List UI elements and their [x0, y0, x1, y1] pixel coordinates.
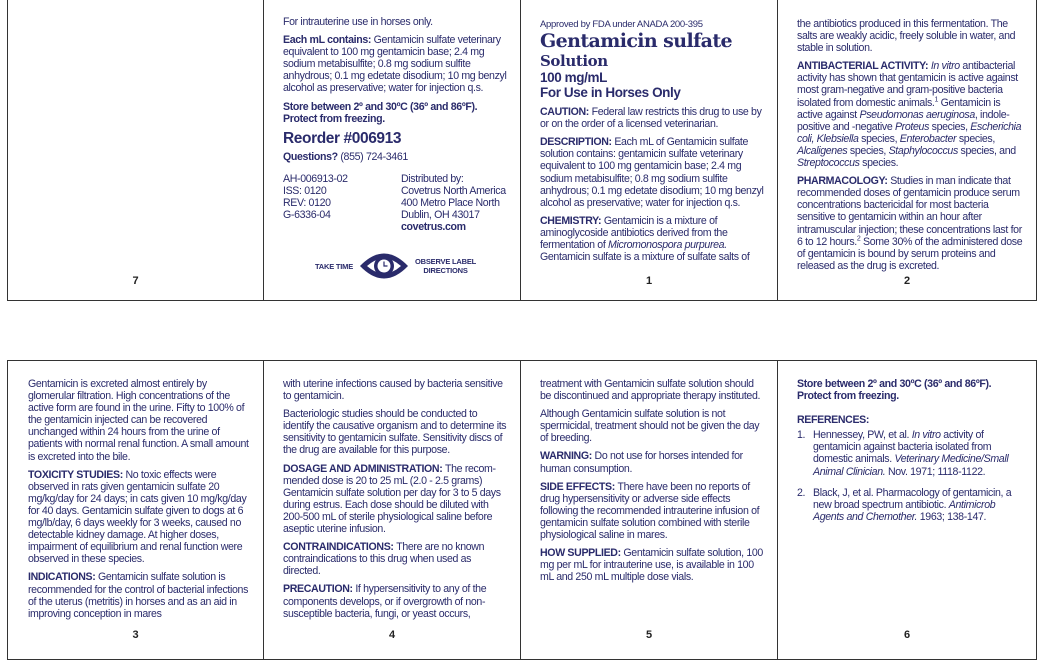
reference-text — [813, 487, 1024, 523]
section-heading: CHEMISTRY: — [540, 214, 604, 227]
label-codes — [283, 173, 401, 233]
reorder-number: Reorder #006913 — [283, 129, 402, 147]
body-text: No toxic effects were observed in rats given gentamicin sulfate 20 mg/kg/day for 24 days; in cats given 10 mg/kg/day for 40 days. Gentamicin sulfate given to dogs at 6 mg/lb/day, 6 days weekly for 3 weeks, caused no detectable kidney damage. At higher doses, impairment of equilibrium and renal function were observed in these species. — [28, 468, 247, 566]
paragraph — [540, 547, 765, 583]
body-text: Bacteriologic studies should be conducted to identify the causative organism and to determine its sensitivity to gentamicin sulfate. Sensitivity discs of the drug are available for this purpose. — [283, 408, 507, 457]
body-text: Gentamicin is a mixture of aminoglycoside antibiotics derived from the fermentation of — [540, 214, 728, 252]
body-text: Federal law restricts this drug to use by or on the order of a licensed veterinarian. — [540, 106, 762, 131]
italic-text: In vitro — [930, 60, 960, 73]
body-text: species, and — [957, 144, 1016, 157]
section-heading: CAUTION: — [540, 106, 592, 119]
panel-3-paragraphs — [28, 378, 251, 626]
label-panel-6 — [777, 360, 1037, 660]
section-heading: Store between 2º and 30ºC (36º and 86ºF). Protect from freezing. — [283, 100, 478, 125]
italic-text: Proteus — [894, 120, 930, 133]
footnote-ref: 2 — [856, 235, 861, 243]
reference-number: 2. — [797, 486, 806, 499]
body-text: Gentamicin sulfate solution, 100 mg per mL for intrauterine use, is available in 100 mL and 250 mL multiple dose vials. — [540, 547, 763, 584]
label-panel-5 — [520, 360, 778, 660]
body-text: activity of gentamicin against bacteria isolated from domestic animals. — [813, 429, 992, 466]
body-text: If hypersensitivity to any of the components develops, or if overgrowth of non-susceptible bacteria, fungi, or yeast occurs, — [283, 583, 487, 620]
use-statement: For intrauterine use in horses only. — [283, 16, 433, 28]
paragraph — [797, 175, 1024, 272]
body-text: with uterine infections caused by bacteria sensitive to gentamicin. — [283, 378, 503, 403]
body-text: Although Gentamicin sulfate solution is not spermicidal, treatment should not be given the day of breeding. — [540, 408, 760, 445]
code-line: REV: 0120 — [283, 197, 331, 210]
distributor-line: Dublin, OH 43017 — [401, 209, 480, 222]
body-text: Studies in man indicate that recommended doses of gentamicin produce serum concentrations bactericidal for most bacteria sensitive to gentamicin within an hour after intramuscular injection; these concentrations last for 6 to 12 hours. — [797, 175, 1022, 248]
body-text: species, — [956, 132, 995, 145]
logo-left-text: TAKE TIME — [314, 261, 354, 271]
body-text: Gentamicin is active against — [797, 96, 1001, 121]
paragraph — [797, 18, 1024, 54]
questions-phone: (855) 724-3461 — [340, 150, 408, 163]
body-text: There are no known contraindications to this drug when used as directed. — [283, 541, 485, 578]
paragraph — [540, 481, 765, 541]
paragraph — [283, 378, 508, 402]
page-number: 4 — [388, 629, 396, 641]
section-heading: PRECAUTION: — [283, 583, 356, 596]
label-panel-2 — [777, 0, 1037, 301]
paragraph — [283, 463, 508, 536]
body-text: Nov. 1971; 1118-1122. — [885, 465, 986, 478]
paragraph — [797, 60, 1024, 169]
product-strength: 100 mg/mL — [540, 70, 607, 86]
body-text: The recommended dose is 20 to 25 mL (2.0 - 2.5 grams) Gentamicin sulfate solution per day for 3 to 5 days during estrus. Each dose should be diluted with 200-500 mL of sterile physiological saline before aseptic uterine infusion. — [283, 462, 501, 536]
references-heading: REFERENCES: — [797, 414, 870, 427]
body-text: species, — [858, 132, 900, 145]
page-number: 7 — [132, 275, 139, 287]
label-panel-back — [263, 0, 521, 301]
distributor-info — [401, 173, 506, 233]
page-number: 2 — [903, 275, 911, 287]
italic-text: Pseudomonas aeruginosa — [859, 108, 975, 121]
section-heading: TOXICITY STUDIES: — [28, 468, 126, 481]
italic-text: Micromonospora purpurea. — [608, 239, 727, 252]
body-text: , indole-positive and -negative — [797, 108, 1010, 133]
paragraph — [540, 450, 765, 474]
storage-statement: Store between 2º and 30ºC (36º and 86ºF). Protect from freezing. — [797, 378, 992, 403]
paragraph — [283, 541, 508, 577]
paragraph — [283, 583, 508, 619]
body-text: species. — [859, 157, 899, 170]
section-heading: ANTIBACTERIAL ACTIVITY: — [797, 60, 931, 73]
section-heading: INDICATIONS: — [28, 571, 98, 584]
paragraph — [283, 101, 508, 125]
distributor-line: Distributed by: — [401, 172, 464, 185]
section-heading: PHARMACOLOGY: — [797, 175, 891, 188]
panel-2-paragraphs — [797, 18, 1024, 278]
code-line: AH-006913-02 — [283, 172, 348, 185]
body-text: Hennessey, PW, et al. — [813, 429, 912, 442]
fda-approval: Approved by FDA under ANADA 200-395 — [540, 19, 703, 30]
body-text: Gentamicin sulfate solution is recommended for the control of bacterial infections of the uterus (metritis) in horses and as an aid in improving conception in mares — [28, 571, 249, 620]
paragraph — [28, 571, 251, 619]
italic-text: In vitro — [911, 429, 941, 442]
code-line: ISS: 0120 — [283, 185, 327, 198]
body-text: Each mL of Gentamicin sulfate solution contains: gentamicin sulfate veterinary equivalent to 100 mg gentamicin base; 2.4 mg sodium metabisulfite; 0.8 mg sodium sulfite anhydrous; 0.1 mg edetate disodium; 10 mg benzyl alcohol as preservative; water for injection q.s. — [540, 136, 764, 209]
questions-label: Questions? — [283, 150, 338, 163]
take-time-logo — [283, 249, 508, 283]
back-paragraphs — [283, 34, 508, 125]
section-heading: CONTRAINDICATIONS: — [283, 541, 397, 554]
reference-number: 1. — [797, 429, 806, 442]
body-text: Gentamicin sulfate veterinary equivalent to 100 mg gentamicin base; 2.4 mg sodium metabisulfite; 0.8 mg sodium sulfite anhydrous; 0.1 mg edetate disodium; 10 mg benzyl alcohol as preservative; water for injection q.s. — [283, 34, 507, 95]
codes-and-distributor — [283, 173, 508, 233]
species-statement: For Use in Horses Only — [540, 85, 681, 101]
paragraph — [283, 408, 508, 456]
paragraph — [540, 106, 765, 130]
body-text: the antibiotics produced in this fermentation. The salts are weakly acidic, freely soluble in water, and stable in solution. — [797, 18, 1016, 55]
product-subtitle: Solution — [540, 52, 608, 71]
distributor-line: 400 Metro Place North — [401, 197, 500, 210]
italic-text: Antimicrob Agents and Chemother. — [813, 498, 996, 523]
italic-text: Streptococcus — [797, 157, 860, 170]
reference-item — [797, 429, 1024, 477]
body-text: Do not use for horses intended for human consumption. — [540, 450, 743, 475]
page-number: 1 — [645, 275, 653, 287]
body-text: Gentamicin is excreted almost entirely by glomerular filtration. High concentrations of the active form are found in the urine. Fifty to 100% of the gentamicin injected can be recovered unchanged within 24 hours from the urine of patients with normal renal function. A small amount is excreted into the bile. — [28, 378, 249, 463]
logo-right-line: OBSERVE LABEL — [415, 257, 477, 267]
paragraph — [540, 215, 765, 263]
label-panel-3 — [7, 360, 264, 660]
paragraph — [540, 408, 765, 444]
section-heading: DESCRIPTION: — [540, 136, 615, 149]
logo-right-line: DIRECTIONS — [423, 266, 468, 276]
section-heading: DOSAGE AND ADMINISTRATION: — [283, 462, 446, 475]
body-text: 1963; 138-147. — [917, 510, 987, 523]
front-paragraphs — [540, 106, 765, 263]
eye-clock-icon — [359, 249, 409, 283]
distributor-line: Covetrus North America — [401, 185, 506, 198]
body-text: treatment with Gentamicin sulfate solution should be discontinued and appropriate therapy instituted. — [540, 378, 761, 403]
footnote-ref: 1 — [934, 96, 939, 104]
body-text: species, — [847, 144, 889, 157]
panel-5-paragraphs — [540, 378, 765, 589]
body-text: Some 30% of the administered dose of gentamicin is bound by serum proteins and released as the drug is excreted. — [797, 235, 1023, 272]
section-heading: WARNING: — [540, 450, 595, 463]
distributor-website: covetrus.com — [401, 221, 466, 234]
section-heading: Each mL contains: — [283, 34, 374, 47]
questions-line — [283, 151, 508, 163]
body-text: species, — [929, 120, 971, 133]
logo-right-text — [415, 257, 476, 275]
code-line: G-6336-04 — [283, 209, 331, 222]
section-heading: HOW SUPPLIED: — [540, 547, 624, 560]
references-list — [797, 429, 1024, 523]
italic-text: Staphylococcus — [888, 144, 958, 157]
product-title: Gentamicin sulfate — [540, 30, 733, 53]
page-number: 3 — [132, 629, 139, 641]
label-panel-7 — [7, 0, 264, 301]
reference-text — [813, 429, 1024, 477]
paragraph — [540, 136, 765, 209]
page-number: 6 — [903, 629, 911, 641]
italic-text: Enterobacter — [899, 132, 957, 145]
italic-text: Veterinary Medicine/Small Animal Clinician. — [813, 453, 1009, 478]
italic-text: Escherichia coli, Klebsiella — [797, 120, 1022, 145]
body-text: antibacterial activity has shown that gentamicin is active against most gram-negative and gram-positive bacteria isolated from domestic animals. — [797, 60, 1018, 109]
italic-text: Alcaligenes — [797, 144, 848, 157]
paragraph — [28, 469, 251, 566]
paragraph — [283, 34, 508, 94]
body-text: There have been no reports of drug hypersensitivity or adverse side effects following the recommended intrauterine infusion of gentamicin sulfate solution combined with sterile physiological saline in mares. — [540, 480, 760, 542]
reference-item — [797, 487, 1024, 523]
body-text: Gentamicin sulfate is a mixture of sulfate salts of — [540, 251, 750, 264]
page-number: 5 — [645, 629, 653, 641]
section-heading: SIDE EFFECTS: — [540, 480, 618, 493]
body-text: Black, J, et al. Pharmacology of gentamicin, a new broad spectrum antibiotic. — [813, 486, 1012, 511]
paragraph — [540, 378, 765, 402]
panel-4-paragraphs — [283, 378, 508, 626]
paragraph — [28, 378, 251, 463]
label-panel-4 — [263, 360, 521, 660]
label-panel-front — [520, 0, 778, 301]
